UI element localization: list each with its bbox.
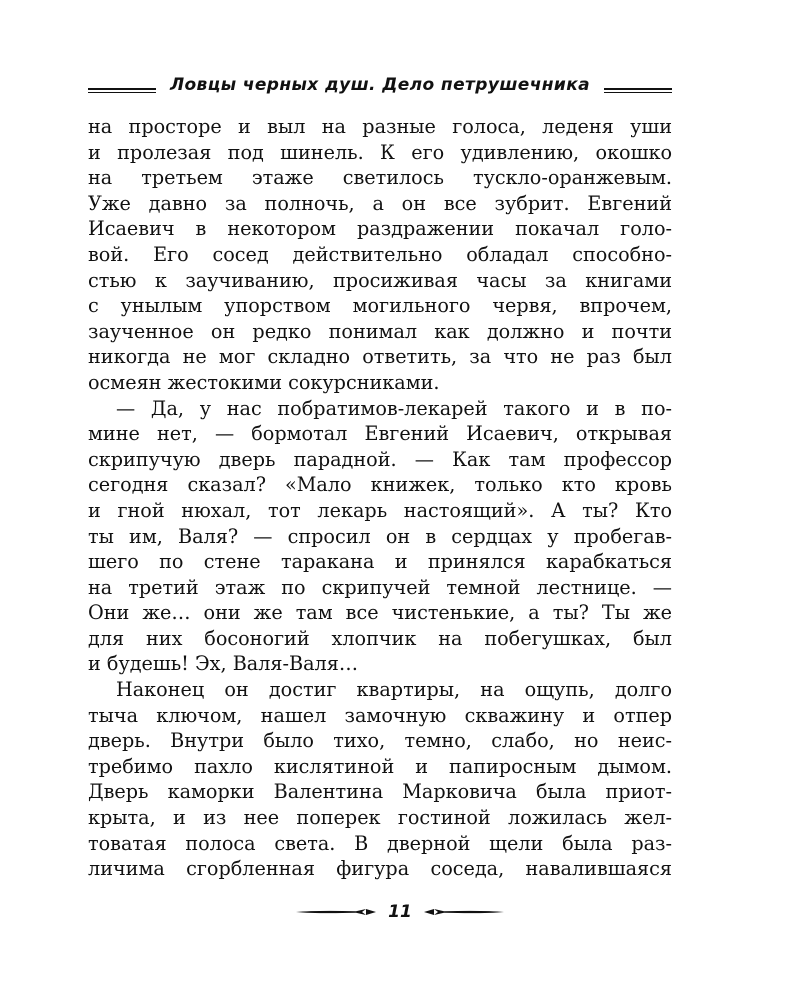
text-line: Наконец он достиг квартиры, на ощупь, долго xyxy=(116,678,672,702)
text-line: шего по стене таракана и принялся карабкаться xyxy=(88,550,672,574)
header-rule-left xyxy=(88,88,156,93)
text-line: Они же… они же там все чистенькие, а ты? Ты же xyxy=(88,601,672,625)
text-line: скрипучую дверь парадной. — Как там профессор xyxy=(88,447,672,471)
text-line: Дверь каморки Валентина Марковича была приот- xyxy=(88,780,672,804)
page-footer xyxy=(268,900,532,924)
text-line: на просторе и выл на разные голоса, леденя уши xyxy=(88,115,672,138)
text-line: крыта, и из нее поперек гостиной ложилась жел- xyxy=(88,806,672,830)
text-line: стью к заучиванию, просиживая часы за книгами xyxy=(88,268,672,292)
text-line: и пролезая под шинель. К его удивлению, окошко xyxy=(88,140,672,164)
text-line: ты им, Валя? — спросил он в сердцах у пробегав- xyxy=(88,524,672,548)
running-header xyxy=(88,72,672,98)
text-line: никогда не мог складно ответить, за что не раз был xyxy=(88,345,672,369)
text-line: с унылым упорством могильного червя, впрочем, xyxy=(88,294,672,318)
text-line: и гной нюхал, тот лекарь настоящий». А ты? Кто xyxy=(88,498,672,522)
text-line: — Да, у нас побратимов-лекарей такого и в по- xyxy=(116,396,672,420)
text-line: сегодня сказал? «Мало книжек, только кто кровь xyxy=(88,473,672,497)
body-text xyxy=(88,114,672,882)
text-line: вой. Его сосед действительно обладал способно- xyxy=(88,242,672,266)
text-line: осмеян жестокими сокурсниками. xyxy=(88,370,440,394)
running-title: Ловцы черных душ. Дело петрушечника xyxy=(169,75,591,95)
text-line: тыча ключом, нашел замочную скважину и отпер xyxy=(88,703,672,727)
text-line: личима сгорбленная фигура соседа, навалившаяся xyxy=(88,857,672,881)
text-line: Уже давно за полночь, а он все зубрит. Евгений xyxy=(88,191,672,215)
left-ornament-icon xyxy=(296,907,376,917)
text-line: Исаевич в некотором раздражении покачал голо- xyxy=(88,217,672,241)
text-line: дверь. Внутри было тихо, темно, слабо, но неис- xyxy=(88,729,672,753)
text-line: мине нет, — бормотал Евгений Исаевич, открывая xyxy=(88,422,672,446)
text-line: на третьем этаже светилось тускло-оранжевым. xyxy=(88,166,672,190)
text-line: требимо пахло кислятиной и папиросным дымом. xyxy=(88,754,672,778)
page-number: 11 xyxy=(388,902,412,922)
text-line: и будешь! Эх, Валя-Валя… xyxy=(88,652,359,676)
header-rule-right xyxy=(604,88,672,93)
text-line: на третий этаж по скрипучей темной лестнице. — xyxy=(88,575,672,599)
text-line: заученное он редко понимал как должно и почти xyxy=(88,319,672,343)
text-line: для них босоногий хлопчик на побегушках, был xyxy=(88,626,672,650)
right-ornament-icon xyxy=(424,907,504,917)
text-line: товатая полоса света. В дверной щели была раз- xyxy=(88,831,672,855)
